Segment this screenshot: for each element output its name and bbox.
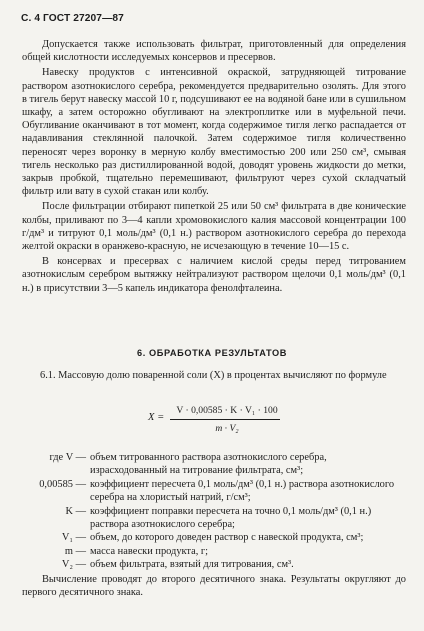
- formula-intro: 6.1. Массовую долю поваренной соли (X) в процентах вычисляют по формуле: [40, 370, 387, 381]
- rounding-note: [22, 573, 406, 599]
- section-title: 6. ОБРАБОТКА РЕЗУЛЬТАТОВ: [137, 348, 287, 358]
- definition-row: [22, 478, 406, 505]
- formula: [148, 402, 398, 442]
- definition-symbol: где V —: [49, 452, 86, 463]
- definition-text: объем, до которого доведен раствор с навеской продукта, см³;: [90, 532, 364, 544]
- paragraph-titration: После фильтрации отбирают пипеткой 25 или 50 см³ фильтрата в две конические колбы, приливают по 3—4 капли хромовокислого калия массовой концентрации 100 г/дм³ и титруют 0,1 моль/дм³ (0,1 н.) раствором азотнокислого серебра до перехода желтой окраски в оранжево-красную, не исчезающую в течение 10—15 с.: [22, 201, 406, 253]
- variable-definitions: [22, 451, 406, 572]
- definition-text: коэффициент поправки пересчета на точно 0,1 моль/дм³ (0,1 н.) раствора азотнокислого серебра;: [90, 505, 372, 531]
- definition-row: [22, 545, 406, 558]
- fraction-bar: [170, 419, 280, 420]
- definition-row: [22, 531, 406, 544]
- definition-symbol: 0,00585 —: [39, 478, 86, 490]
- definition-symbol: m —: [64, 545, 86, 557]
- paragraph-ashing: Навеску продуктов с интенсивной окраской, затрудняющей титрование раствором азотнокислого серебра, рекомендуется предварительно озолять. Для этого в тигель берут навеску массой 10 г, подсушивают ее на водяной бане или в сушильном шкафу, а затем осторожно обугливают на электроплитке или в муфельной печи. Обугливание оканчивают в тот момент, когда содержимое тигля легко распадается от надавливания стеклянной палочкой. Затем содержимое тигля количественно переносят через воронку в мерную колбу вместимостью 200 или 250 см³, смывая тигель несколько раз дистиллированной водой, доводят уровень жидкости до метки, закрыв пробкой, тщательно перемешивают, фильтруют через сухой складчатый фильтр или вату в сухой стакан или колбу.: [22, 67, 406, 198]
- definition-symbol: K —: [65, 505, 86, 517]
- definition-row: [22, 558, 406, 571]
- formula-denominator: m · V₂: [215, 423, 239, 434]
- paragraph-neutralization: В консервах и пресервах с наличием кислой среды перед титрованием азотнокислым серебром вытяжку нейтрализуют раствором щелочи 0,1 моль/дм³ (0,1 н.) в присутствии 3—5 капель индикатора фенолфталеина.: [22, 256, 406, 294]
- section-intro: [22, 369, 406, 382]
- paragraph-filtrate: Допускается также использовать фильтрат, приготовленный для определения общей кислотности исследуемых консервов и пресервов.: [22, 39, 406, 64]
- final-paragraph: Вычисление проводят до второго десятичного знака. Результаты округляют до первого десятичного знака.: [22, 574, 406, 599]
- method-text: [22, 38, 406, 295]
- definition-text: объем титрованного раствора азотнокислого серебра, израсходованный на титрование фильтрата, см³;: [90, 452, 327, 477]
- formula-lhs: X =: [148, 412, 165, 423]
- definition-text: объем фильтрата, взятый для титрования, см³.: [90, 559, 294, 571]
- definition-symbol: V₁ —: [61, 532, 86, 544]
- formula-numerator: V · 0,00585 · K · V₁ · 100: [176, 405, 278, 416]
- definition-row: [22, 505, 406, 532]
- page-header: С. 4 ГОСТ 27207—87: [21, 13, 124, 24]
- definition-text: масса навески продукта, г;: [90, 545, 209, 557]
- definition-row: [22, 451, 406, 478]
- definition-text: коэффициент пересчета 0,1 моль/дм³ (0,1 н.) раствора азотнокислого серебра на хлористый натрий, г/см³;: [90, 478, 395, 504]
- definition-symbol: V₂ —: [61, 559, 86, 571]
